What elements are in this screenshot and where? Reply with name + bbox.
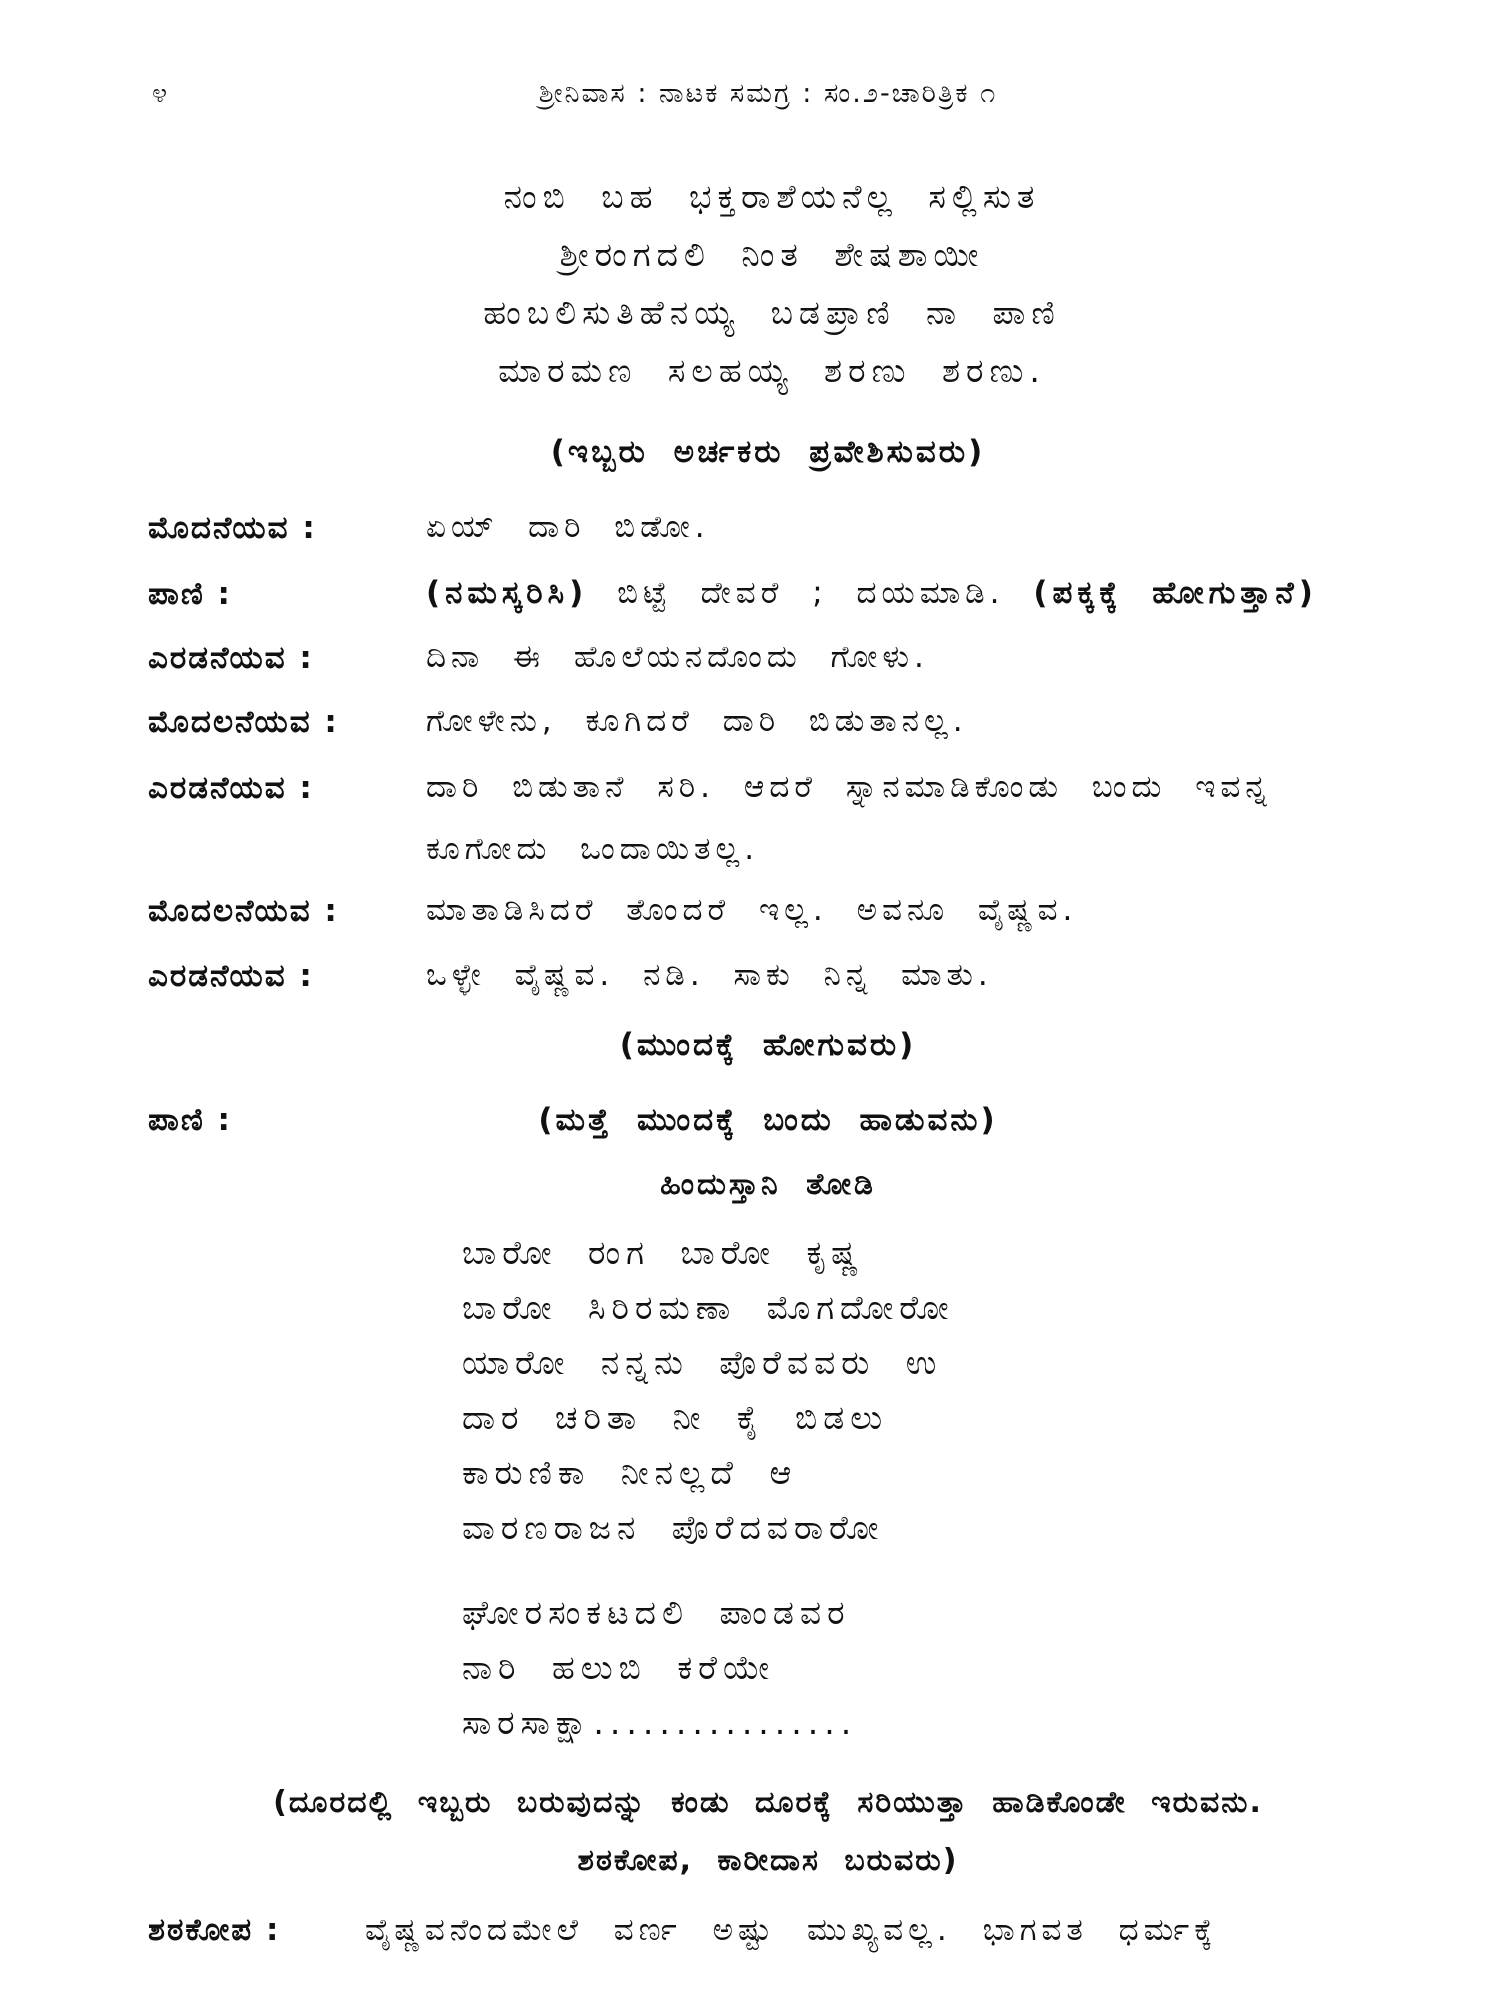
stage-direction (148, 1774, 1388, 1890)
page-header (148, 78, 1388, 118)
stage-direction: (ಮುಂದಕ್ಕೆ ಹೋಗುವರು) (619, 1027, 917, 1063)
verse-line: ದಾರ ಚರಿತಾ ನೀ ಕೈ ಬಿಡಲು (462, 1398, 889, 1437)
stage-direction-line: ಶಠಕೋಪ, ಕಾರೀದಾಸ ಬರುವರು) (577, 1843, 959, 1878)
verse-line: ಘೋರಸಂಕಟದಲಿ ಪಾಂಡವರ (462, 1593, 851, 1632)
speaker-name: ಪಾಣಿ : (148, 576, 232, 612)
speaker-name: ಶಠಕೋಪ : (148, 1912, 281, 1948)
verse-line: ಬಾರೋ ರಂಗ ಬಾರೋ ಕೃಷ್ಣ (462, 1233, 865, 1272)
speech-text: ಮಾತಾಡಿಸಿದರೆ ತೊಂದರೆ ಇಲ್ಲ. ಅವನೂ ವೈಷ್ಣವ. (426, 892, 1078, 928)
speaker-name: ಮೊದನೆಯವ : (148, 510, 317, 546)
verse-line: ನಾರಿ ಹಲುಬಿ ಕರೆಯೇ (462, 1648, 776, 1687)
speaker-name: ಮೊದಲನೆಯವ : (148, 704, 339, 740)
speaker-name: ಎರಡನೆಯವ : (148, 640, 314, 676)
page-number: ೪ (152, 78, 168, 109)
speech-text: ಏಯ್ ದಾರಿ ಬಿಡೋ. (426, 509, 710, 545)
verse-line: ಸಾರಸಾಕ್ಷಾ................ (462, 1703, 858, 1742)
stage-direction-line: (ದೂರದಲ್ಲಿ ಇಬ್ಬರು ಬರುವುದನ್ನು ಕಂಡು ದೂರಕ್ಕೆ ಸರಿಯುತ್ತಾ ಹಾಡಿಕೊಂಡೇ ಇರುವನು. (273, 1785, 1263, 1820)
speaker-name: ಮೊದಲನೆಯವ : (148, 893, 339, 929)
speech-text: ದಿನಾ ಈ ಹೊಲೆಯನದೊಂದು ಗೋಳು. (426, 639, 929, 675)
speech-body: ಬಿಟ್ಟೆ ದೇವರೆ ; ದಯಮಾಡಿ. (588, 575, 1034, 611)
speech-text: ದಾರಿ ಬಿಡುತಾನೆ ಸರಿ. ಆದರೆ ಸ್ನಾನಮಾಡಿಕೊಂಡು ಬಂದು ಇವನ್ನ ಕೂಗೋದು ಒಂದಾಯಿತಲ್ಲ. (426, 769, 1272, 867)
verse-line: ಮಾರಮಣ ಸಲಹಯ್ಯ ಶರಣು ಶರಣು. (498, 351, 1046, 390)
inline-stage-direction: (ಪಕ್ಕಕ್ಕೆ ಹೋಗುತ್ತಾನೆ) (1033, 575, 1318, 611)
song-verse (462, 1585, 1022, 1750)
speaker-name: ಪಾಣಿ : (148, 1102, 232, 1138)
speech-text (426, 562, 1406, 624)
verse-line: ವಾರಣರಾಜನ ಪೊರೆದವರಾರೋ (462, 1508, 885, 1547)
verse-line: ಶ್ರೀರಂಗದಲಿ ನಿಂತ ಶೇಷಶಾಯೀ (559, 235, 985, 274)
stage-direction: (ಮತ್ತೆ ಮುಂದಕ್ಕೆ ಬಂದು ಹಾಡುವನು) (538, 1102, 998, 1138)
raga-name: ಹಿಂದುಸ್ತಾನಿ ತೋಡಿ (660, 1167, 876, 1202)
speech-text: ವೈಷ್ಣವನೆಂದಮೇಲೆ ವರ್ಣ ಅಷ್ಟು ಮುಖ್ಯವಲ್ಲ. ಭಾಗವತ ಧರ್ಮಕ್ಕೆ (365, 1912, 1218, 1948)
opening-verse (462, 168, 1082, 400)
song-verse (462, 1225, 1022, 1555)
speech-text: ಒಳ್ಳೇ ವೈಷ್ಣವ. ನಡಿ. ಸಾಕು ನಿನ್ನ ಮಾತು. (426, 957, 993, 993)
stage-direction: (ಇಬ್ಬರು ಅರ್ಚಕರು ಪ್ರವೇಶಿಸುವರು) (550, 434, 986, 470)
speaker-name: ಎರಡನೆಯವ : (148, 958, 314, 994)
verse-line: ನಂಬಿ ಬಹ ಭಕ್ತರಾಶೆಯನೆಲ್ಲ ಸಲ್ಲಿಸುತ (503, 177, 1041, 216)
running-title: ಶ್ರೀನಿವಾಸ : ನಾಟಕ ಸಮಗ್ರ : ಸಂ.೨-ಚಾರಿತ್ರಿಕ ೧ (538, 78, 998, 109)
speech-text: ಗೋಳೇನು, ಕೂಗಿದರೆ ದಾರಿ ಬಿಡುತಾನಲ್ಲ. (426, 703, 968, 739)
verse-line: ಯಾರೋ ನನ್ನನು ಪೊರೆವವರು ಉ (462, 1343, 943, 1382)
verse-line: ಕಾರುಣಿಕಾ ನೀನಲ್ಲದೆ ಆ (462, 1453, 798, 1492)
inline-stage-direction: (ನಮಸ್ಕರಿಸಿ) (426, 575, 589, 611)
speaker-name: ಎರಡನೆಯವ : (148, 770, 314, 806)
verse-line: ಬಾರೋ ಸಿರಿರಮಣಾ ಮೊಗದೋರೋ (462, 1288, 955, 1327)
verse-line: ಹಂಬಲಿಸುತಿಹೆನಯ್ಯ ಬಡಪ್ರಾಣಿ ನಾ ಪಾಣಿ (483, 293, 1061, 332)
